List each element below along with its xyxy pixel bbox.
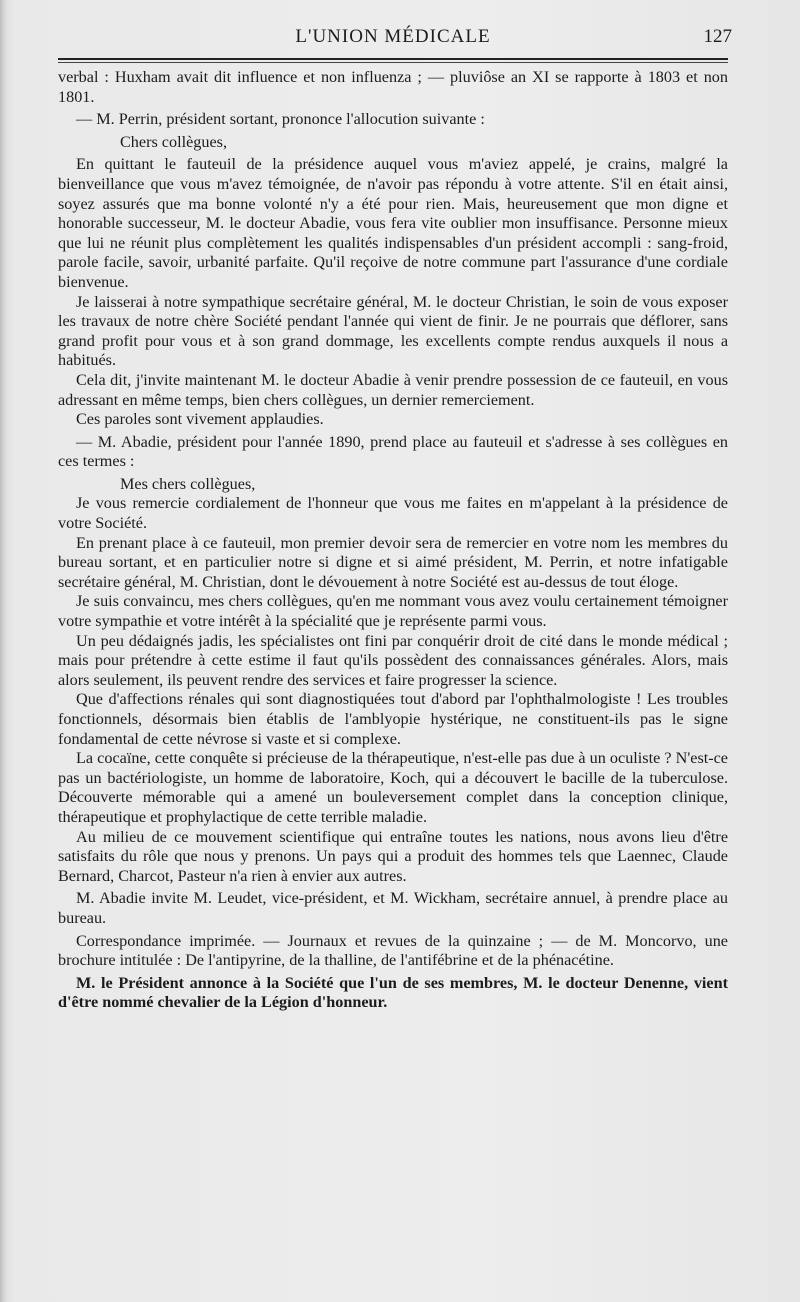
paragraph: Correspondance imprimée. — Journaux et revues de la quinzaine ; — de M. Moncorvo, une brochure intitulée : De l'antipyrine, de la thalline, de l'antifébrine et de la phénacétine. <box>58 931 728 970</box>
paragraph: Que d'affections rénales qui sont diagnostiquées tout d'abord par l'ophthalmologiste ! Les troubles fonctionnels, désormais bien établis de l'amblyopie hystérique, ne constituent-ils pas le signe fondamental de cette névrose si vaste et si complexe. <box>58 690 728 748</box>
page-number: 127 <box>703 26 732 47</box>
page-binding-edge <box>0 0 6 1302</box>
paragraph: M. le Président annonce à la Société que l'un de ses membres, M. le docteur Denenne, vient d'être nommé chevalier de la Légion d'honneur. <box>58 973 728 1012</box>
salutation: Chers collègues, <box>120 132 227 151</box>
page-header <box>58 26 732 56</box>
salutation: Mes chers collègues, <box>120 474 256 493</box>
paragraph: — M. Perrin, président sortant, prononce l'allocution suivante : <box>76 110 485 129</box>
article-body <box>58 68 728 1013</box>
paragraph: M. Abadie invite M. Leudet, vice-président, et M. Wickham, secrétaire annuel, à prendre place au bureau. <box>58 889 728 927</box>
paragraph: En prenant place à ce fauteuil, mon premier devoir sera de remercier en votre nom les membres du bureau sortant, et en particulier notre si digne et si aimé président, M. Perrin, et notre infatigable secrétaire général, M. Christian, dont le dévouement à notre Société est au-dessus de tout éloge. <box>58 533 728 591</box>
paragraph: Un peu dédaignés jadis, les spécialistes ont fini par conquérir droit de cité dans le monde médical ; mais pour prétendre à cette estime il faut qu'ils possèdent des connaissances générales. Alors, mais alors seulement, ils peuvent rendre des services et faire progresser la science. <box>58 631 728 689</box>
paragraph: Cela dit, j'invite maintenant M. le docteur Abadie à venir prendre possession de ce fauteuil, en vous adressant en même temps, bien chers collègues, un dernier remerciement. <box>58 370 728 409</box>
paragraph: Je suis convaincu, mes chers collègues, qu'en me nommant vous avez voulu certainement témoigner votre sympathie et votre intérêt à la spécialité que je représente parmi vous. <box>58 592 728 631</box>
running-title: L'UNION MÉDICALE <box>295 26 491 47</box>
paragraph: Je laisserai à notre sympathique secrétaire général, M. le docteur Christian, le soin de vous exposer les travaux de notre chère Société pendant l'année qui vient de finir. Je ne pourrais que déflorer, sans grand profit pour vous et à son grand dommage, les excellents compte rendus auxquels il nous a habitués. <box>58 292 728 370</box>
paragraph: — M. Abadie, président pour l'année 1890, prend place au fauteuil et s'adresse à ses collègues en ces termes : <box>58 432 728 471</box>
paragraph: La cocaïne, cette conquête si précieuse de la thérapeutique, n'est-elle pas due à un oculiste ? N'est-ce pas un bactériologiste, un homme de laboratoire, Koch, qui a découvert le bacille de la tuberculose. Découverte mémorable qui a amené un bouleversement complet dans la conception clinique, thérapeutique et prophylactique de cette terrible maladie. <box>58 749 728 826</box>
paragraph: Au milieu de ce mouvement scientifique qui entraîne toutes les nations, nous avons lieu d'être satisfaits du rôle que nous y prenons. Un pays qui a produit des hommes tels que Laennec, Claude Bernard, Charcot, Pasteur n'a rien à envier aux autres. <box>58 827 728 885</box>
paragraph: Ces paroles sont vivement applaudies. <box>76 410 324 429</box>
paragraph: Je vous remercie cordialement de l'honneur que vous me faites en m'appelant à la présidence de votre Société. <box>58 494 728 533</box>
header-rule <box>58 58 728 63</box>
paragraph: En quittant le fauteuil de la présidence auquel vous m'aviez appelé, je crains, malgré la bienveillance que vous m'avez témoignée, de n'avoir pas répondu à votre attente. S'il en était ainsi, soyez assurés que ma bonne volonté n'y a été pour rien. Mais, heureusement que mon digne et honorable successeur, M. le docteur Abadie, vous fera vite oublier mon insuffisance. Personne mieux que lui ne réunit plus complètement les qualités indispensables d'un président accompli : sang-froid, parole facile, savoir, urbanité parfaite. Qu'il reçoive de notre commune part l'assurance d'une cordiale bienvenue. <box>58 155 728 291</box>
paragraph: verbal : Huxham avait dit influence et non influenza ; — pluviôse an XI se rapporte à 1803 et non 1801. <box>58 68 728 106</box>
